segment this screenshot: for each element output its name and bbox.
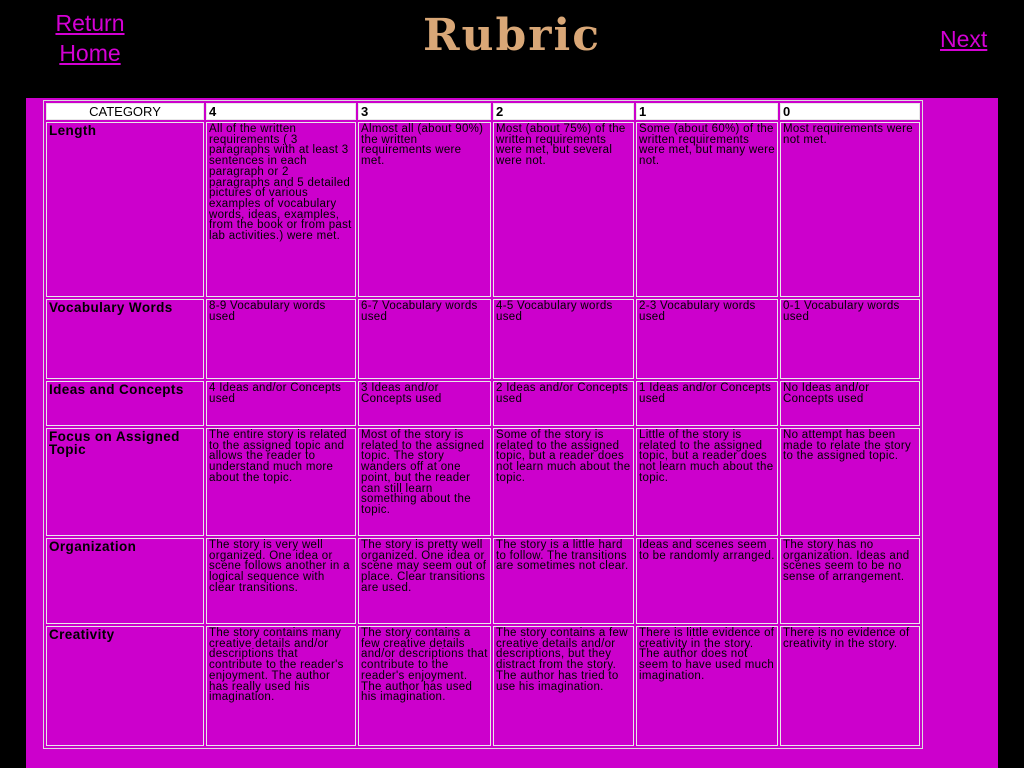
score-cell: Almost all (about 90%) the written requirements were met.: [358, 122, 491, 297]
next-link[interactable]: Next: [940, 26, 988, 52]
score-cell: No Ideas and/or Concepts used: [780, 381, 920, 426]
score-cell: Some (about 60%) of the written requirements were met, but many were not.: [636, 122, 778, 297]
column-header-1: 1: [636, 103, 778, 120]
table-row: [46, 122, 920, 297]
table-row: [46, 299, 920, 379]
category-cell: Ideas and Concepts: [46, 381, 204, 426]
score-cell: The story is pretty well organized. One idea or scene may seem out of place. Clear transitions are used.: [358, 538, 491, 624]
column-header-category: CATEGORY: [46, 103, 204, 120]
score-cell: 6-7 Vocabulary words used: [358, 299, 491, 379]
score-cell: Most requirements were not met.: [780, 122, 920, 297]
return-home-link[interactable]: Return Home: [55, 10, 125, 66]
score-cell: The entire story is related to the assigned topic and allows the reader to understand much more about the topic.: [206, 428, 356, 536]
column-header-0: 0: [780, 103, 920, 120]
score-cell: 8-9 Vocabulary words used: [206, 299, 356, 379]
column-header-3: 3: [358, 103, 491, 120]
score-cell: 4 Ideas and/or Concepts used: [206, 381, 356, 426]
category-cell: Focus on Assigned Topic: [46, 428, 204, 536]
table-row: [46, 381, 920, 426]
rubric-table: [43, 100, 923, 749]
score-cell: There is little evidence of creativity in the story. The author does not seem to have used much imagination.: [636, 626, 778, 746]
score-cell: The story contains a few creative details and/or descriptions, but they distract from the story. The author has tried to use his imagination.: [493, 626, 634, 746]
score-cell: There is no evidence of creativity in the story.: [780, 626, 920, 746]
category-cell: Vocabulary Words: [46, 299, 204, 379]
category-cell: Length: [46, 122, 204, 297]
column-header-4: 4: [206, 103, 356, 120]
category-cell: Creativity: [46, 626, 204, 746]
score-cell: The story contains many creative details and/or descriptions that contribute to the reader's enjoyment. The author has really used his imagination.: [206, 626, 356, 746]
score-cell: 0-1 Vocabulary words used: [780, 299, 920, 379]
score-cell: Most of the story is related to the assigned topic. The story wanders off at one point, but the reader can still learn something about the topic.: [358, 428, 491, 536]
score-cell: Little of the story is related to the assigned topic, but a reader does not learn much about the topic.: [636, 428, 778, 536]
score-cell: 3 Ideas and/or Concepts used: [358, 381, 491, 426]
column-header-2: 2: [493, 103, 634, 120]
score-cell: 4-5 Vocabulary words used: [493, 299, 634, 379]
score-cell: Most (about 75%) of the written requirements were met, but several were not.: [493, 122, 634, 297]
score-cell: The story contains a few creative details and/or descriptions that contribute to the reader's enjoyment. The author has used his imagination.: [358, 626, 491, 746]
table-row: [46, 538, 920, 624]
page-title: Rubric: [422, 10, 601, 61]
table-row: [46, 428, 920, 536]
score-cell: Ideas and scenes seem to be randomly arranged.: [636, 538, 778, 624]
table-header-row: [46, 103, 920, 120]
score-cell: No attempt has been made to relate the story to the assigned topic.: [780, 428, 920, 536]
score-cell: Some of the story is related to the assigned topic, but a reader does not learn much about the topic.: [493, 428, 634, 536]
score-cell: The story has no organization. Ideas and scenes seem to be no sense of arrangement.: [780, 538, 920, 624]
score-cell: 1 Ideas and/or Concepts used: [636, 381, 778, 426]
score-cell: The story is very well organized. One idea or scene follows another in a logical sequence with clear transitions.: [206, 538, 356, 624]
score-cell: The story is a little hard to follow. The transitions are sometimes not clear.: [493, 538, 634, 624]
score-cell: 2-3 Vocabulary words used: [636, 299, 778, 379]
score-cell: 2 Ideas and/or Concepts used: [493, 381, 634, 426]
score-cell: All of the written requirements ( 3 paragraphs with at least 3 sentences in each paragraph or 2 paragraphs and 5 detailed pictures of various examples of vocabulary words, ideas, examples, from the book or from past lab activities.) were met.: [206, 122, 356, 297]
table-row: [46, 626, 920, 746]
category-cell: Organization: [46, 538, 204, 624]
